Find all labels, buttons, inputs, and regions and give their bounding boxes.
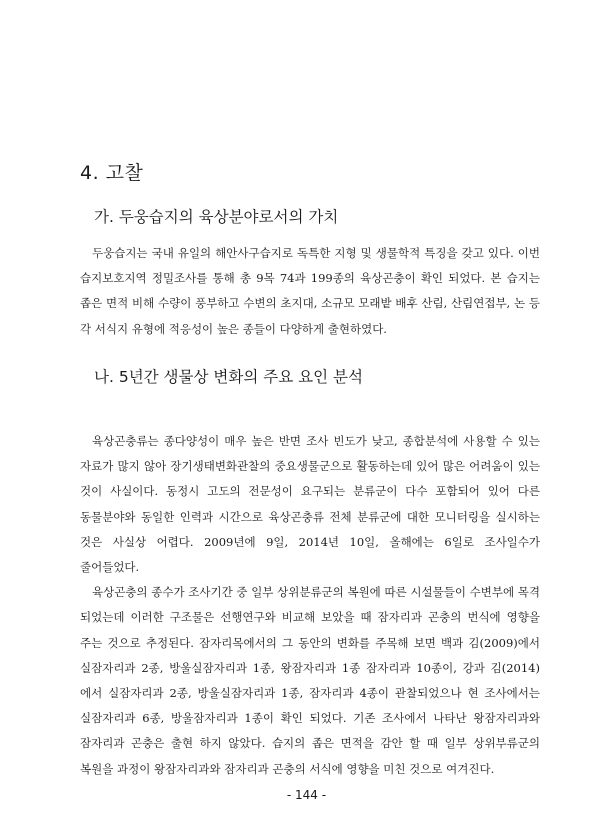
chapter-title: 4. 고찰 — [80, 162, 144, 184]
paragraph: 육상곤충의 종수가 조사기간 중 일부 상위분류군의 복원에 따른 시설물들이 수변부에 목격 되었는데 이러한 구조물은 선행연구와 비교해 보았을 때 잠자리과 곤충의 번식에 영향을 주는 것으로 추정된다. 잠자리목에서의 그 동안의 변화를 주목해 보면 백과 김(2009)에서 실잠자리과 2종, 방울실잠자리과 1종, 왕잠자리과 1종 잠자리과 10종이, 강과 김(2014)에서 실잠자리과 2종, 방울실잠자리과 1종, 잠자리과 4종이 관찰되었으나 현 조사에서는 실잠자리과 6종, 방울잠자리과 1종이 확인 되었다. 기존 조사에서 나타난 왕잠자리과와 잠자리과 곤충은 출현 하지 않았다. 습지의 좁은 면적을 감안 할 때 일부 상위부류군의 복원을 과정이 왕잠자리과와 잠자리과 곤충의 서식에 영향을 미친 것으로 여겨진다. — [80, 585, 540, 776]
section-title-factors: 나. 5년간 생물상 변화의 주요 요인 분석 — [94, 368, 363, 386]
paragraph: 육상곤충류는 종다양성이 매우 높은 반면 조사 빈도가 낮고, 종합분석에 사용할 수 있는 자료가 많지 않아 장기생태변화관찰의 중요생물군으로 활동하는데 있어 많은 어려움이 있는 것이 사실이다. 동정시 고도의 전문성이 요구되는 분류군이 다수 포함되어 있어 다른 동물분야와 동일한 인력과 시간으로 육상곤충류 전체 분류군에 대한 모니터링을 실시하는 것은 사실상 어렵다. 2009년에 9일, 2014년 10일, 올해에는 6일로 조사일수가 줄어들었다. — [80, 434, 540, 575]
section-body-factors — [80, 429, 540, 782]
page-number: - 144 - — [286, 788, 327, 802]
paragraph: 두웅습지는 국내 유일의 해안사구습지로 독특한 지형 및 생물학적 특징을 갖고 있다. 이번 습지보호지역 정밀조사를 통해 총 9목 74과 199종의 육상곤충이 확인 되었다. 본 습지는 좁은 면적 비해 수량이 풍부하고 수변의 초지대, 소규모 모래밭 배후 산림, 산림연접부, 논 등 각 서식지 유형에 적응성이 높은 종들이 다양하게 출현하였다. — [80, 246, 540, 336]
section-title-value: 가. 두웅습지의 육상분야로서의 가치 — [94, 208, 339, 226]
section-body-value — [80, 241, 540, 342]
